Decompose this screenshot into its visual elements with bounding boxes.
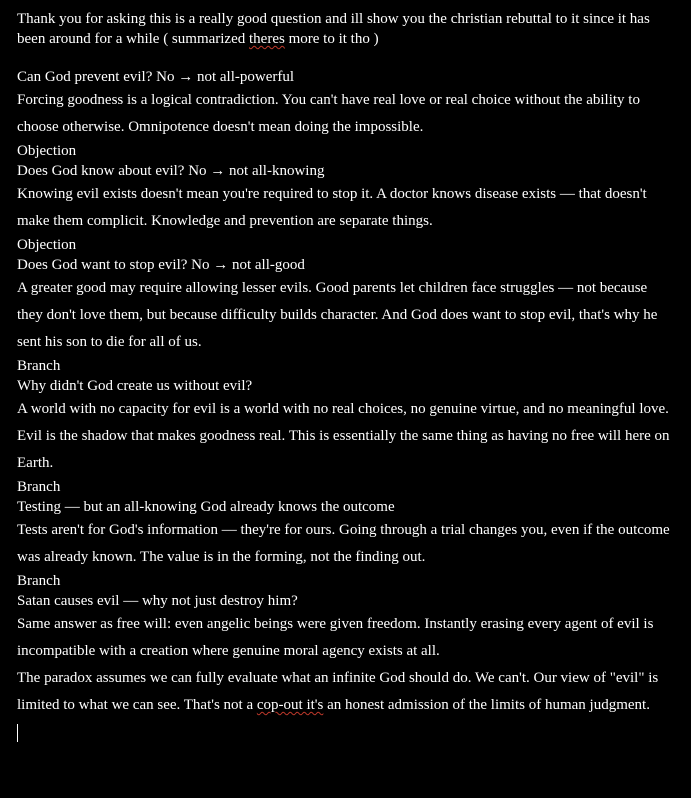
question-line: Why didn't God create us without evil? xyxy=(17,378,253,394)
question-line: Does God know about evil? No → not all-knowing xyxy=(17,163,325,179)
question-line: Testing — but an all-knowing God already knows the outcome xyxy=(17,499,395,515)
section-label: Objection xyxy=(17,237,77,253)
misspelled-phrase[interactable]: cop-out it's xyxy=(256,697,324,713)
intro-text: Thank you for asking this is a really good question and ill show you the christian rebuttal to it since it has been around for a while ( summarized xyxy=(17,11,650,47)
section-label: Branch xyxy=(17,479,61,495)
question-line: Can God prevent evil? No → not all-powerful xyxy=(17,69,295,85)
blank-line xyxy=(17,49,674,67)
answer-paragraph: Forcing goodness is a logical contradiction. You can't have real love or real choice without the ability to choose otherwise. Omnipotence doesn't mean doing the impossible. xyxy=(17,92,640,135)
closing-text: The paradox assumes we can fully evaluate what an infinite God should do. We can't. Our view of "evil" is limited to what we can see. That's not a xyxy=(17,670,659,713)
section-label: Branch xyxy=(17,358,61,374)
answer-paragraph: Knowing evil exists doesn't mean you're required to stop it. A doctor knows disease exists — that doesn't make them complicit. Knowledge and prevention are separate things. xyxy=(17,186,647,229)
answer-paragraph: Same answer as free will: even angelic beings were given freedom. Instantly erasing every agent of evil is incompatible with a creation where genuine moral agency exists at all. xyxy=(17,616,654,659)
answer-paragraph: Tests aren't for God's information — they're for ours. Going through a trial changes you, even if the outcome was already known. The value is in the forming, not the finding out. xyxy=(17,522,670,565)
intro-text-end: more to it tho ) xyxy=(284,31,379,47)
section-label: Objection xyxy=(17,143,77,159)
intro-paragraph xyxy=(17,9,674,49)
question-line: Satan causes evil — why not just destroy him? xyxy=(17,593,298,609)
section-label: Branch xyxy=(17,573,61,589)
closing-text-end: an honest admission of the limits of human judgment. xyxy=(323,697,650,713)
text-cursor xyxy=(17,724,18,742)
answer-paragraph: A world with no capacity for evil is a world with no real choices, no genuine virtue, and no meaningful love. Evil is the shadow that makes goodness real. This is essentially the same thing as having no free will here on Earth. xyxy=(17,401,670,471)
misspelled-word[interactable]: theres xyxy=(249,31,285,47)
answer-paragraph: A greater good may require allowing lesser evils. Good parents let children face struggles — not because they don't love them, but because difficulty builds character. And God does want to stop evil, that's why he sent his son to die for all of us. xyxy=(17,280,658,350)
closing-paragraph xyxy=(17,665,674,719)
question-line: Does God want to stop evil? No → not all-good xyxy=(17,257,305,273)
